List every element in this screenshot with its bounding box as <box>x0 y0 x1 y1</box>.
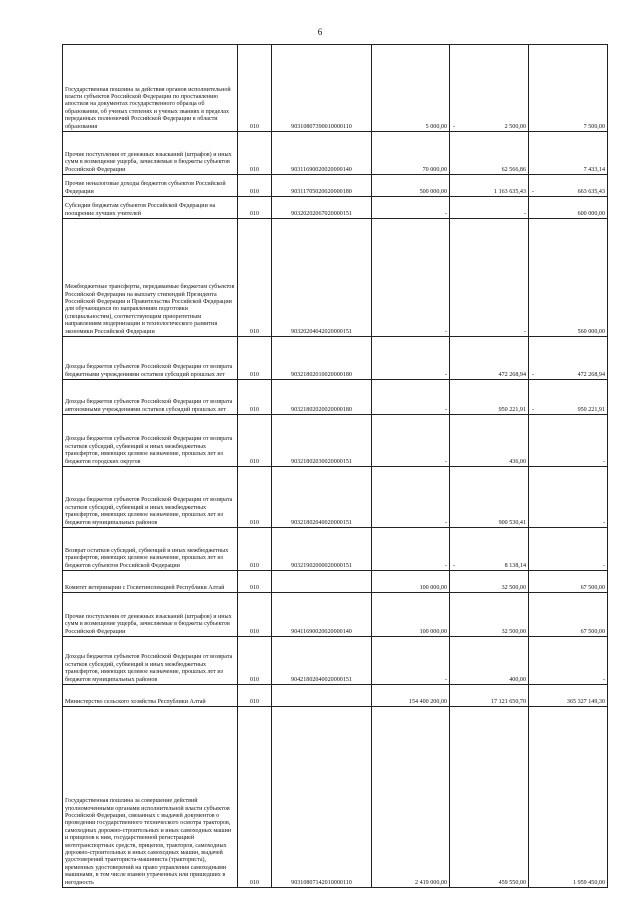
amount-value: 436,00 <box>509 458 526 465</box>
budget-code-cell: 90321802040020000151 <box>272 467 372 528</box>
revenue-name-cell: Субсидии бюджетам субъектов Российской Федерации на поощрение лучших учителей <box>63 197 238 219</box>
executed-cell <box>450 593 529 637</box>
remaining-cell <box>529 380 608 415</box>
approved-cell <box>372 219 450 337</box>
amount-value: 67 500,00 <box>580 584 605 591</box>
executed-cell <box>450 380 529 415</box>
approved-cell <box>372 528 450 571</box>
table-row <box>63 637 608 685</box>
remaining-cell <box>529 467 608 528</box>
amount-value: 950 221,91 <box>577 406 605 413</box>
revenue-name-cell: Межбюджетные трансферты, передаваемые бюджетам субъектов Российской Федерации на выплату стипендий Президента Российской Федерации и Правительства Российской Федерации для обучающихся по направлениям подготовки (специальностям), соответствующим приоритетным направлениям модернизации и технологического развития экономики Российской Федерации <box>63 219 238 337</box>
table-row <box>63 707 608 888</box>
executed-cell <box>450 467 529 528</box>
line-code-cell: 010 <box>238 467 272 528</box>
revenue-name-cell: Доходы бюджетов субъектов Российской Федерации от возврата остатков субсидий, субвенций и иных межбюджетных трансфертов, имеющих целевое назначение, прошлых лет из бюджетов городских округов <box>63 415 238 467</box>
table-row <box>63 415 608 467</box>
table-row <box>63 528 608 571</box>
table-row <box>63 571 608 593</box>
executed-cell <box>450 528 529 571</box>
amount-value: 1 163 635,43 <box>494 188 526 195</box>
amount-value: 7 433,14 <box>583 166 605 173</box>
line-code-cell: 010 <box>238 707 272 888</box>
budget-code-cell: 90421802040020000151 <box>272 637 372 685</box>
amount-value: 67 500,00 <box>580 628 605 635</box>
executed-cell <box>450 45 529 132</box>
amount-value: 560 000,00 <box>577 328 605 335</box>
amount-value: - <box>444 519 447 526</box>
minus-sign: - <box>532 371 535 378</box>
table-row <box>63 685 608 707</box>
remaining-cell <box>529 593 608 637</box>
executed-cell <box>450 571 529 593</box>
amount-value: 950 221,91 <box>498 406 526 413</box>
executed-cell <box>450 415 529 467</box>
amount-value: - <box>523 328 526 335</box>
amount-value: 5 000,00 <box>425 123 447 130</box>
amount-value: - <box>444 371 447 378</box>
amount-value: 62 566,86 <box>501 166 526 173</box>
table-row <box>63 380 608 415</box>
revenue-name-cell: Доходы бюджетов субъектов Российской Федерации от возврата остатков субсидий, субвенций и иных межбюджетных трансфертов, имеющих целевое назначение, прошлых лет из бюджетов муниципальных районов <box>63 637 238 685</box>
revenue-name-cell: Прочие поступления от денежных взысканий (штрафов) и иных сумм в возмещение ущерба, зачисляемые в бюджеты субъектов Российской Федерации <box>63 132 238 175</box>
approved-cell <box>372 571 450 593</box>
line-code-cell: 010 <box>238 219 272 337</box>
amount-value: 472 268,94 <box>498 371 526 378</box>
remaining-cell <box>529 637 608 685</box>
line-code-cell: 010 <box>238 415 272 467</box>
amount-value: 600 000,00 <box>577 210 605 217</box>
revenue-name-cell: Прочие неналоговые доходы бюджетов субъектов Российской Федерации <box>63 175 238 197</box>
budget-code-cell <box>272 685 372 707</box>
budget-code-cell: 90411690020020000140 <box>272 593 372 637</box>
remaining-cell <box>529 415 608 467</box>
amount-value: - <box>444 562 447 569</box>
line-code-cell: 010 <box>238 571 272 593</box>
revenue-name-cell: Комитет ветеринарии с Госветинспекцией Республики Алтай <box>63 571 238 593</box>
table-row <box>63 197 608 219</box>
revenue-table <box>62 44 608 888</box>
amount-value: 663 635,43 <box>577 188 605 195</box>
revenue-name-cell: Доходы бюджетов субъектов Российской Федерации от возврата остатков субсидий, субвенций и иных межбюджетных трансфертов, имеющих целевое назначение, прошлых лет из бюджетов муниципальных районов <box>63 467 238 528</box>
budget-code-cell: 90321802010020000180 <box>272 337 372 380</box>
remaining-cell <box>529 175 608 197</box>
amount-value: 900 530,41 <box>498 519 526 526</box>
approved-cell <box>372 197 450 219</box>
amount-value: 365 327 149,30 <box>566 698 605 705</box>
budget-code-cell: 90321902000020000151 <box>272 528 372 571</box>
amount-value: 500 000,00 <box>419 188 447 195</box>
remaining-cell <box>529 197 608 219</box>
amount-value: 459 550,00 <box>498 879 526 886</box>
amount-value: 70 000,00 <box>422 166 447 173</box>
amount-value: 32 500,00 <box>501 628 526 635</box>
table-row <box>63 467 608 528</box>
line-code-cell: 010 <box>238 132 272 175</box>
approved-cell <box>372 637 450 685</box>
amount-value: - <box>602 676 605 683</box>
amount-value: 7 500,00 <box>583 123 605 130</box>
approved-cell <box>372 175 450 197</box>
table-row <box>63 593 608 637</box>
executed-cell <box>450 175 529 197</box>
revenue-name-cell: Возврат остатков субсидий, субвенций и иных межбюджетных трансфертов, имеющих целевое назначение, прошлых лет из бюджетов субъектов Российской Федерации <box>63 528 238 571</box>
page-number: 6 <box>317 27 323 37</box>
remaining-cell <box>529 219 608 337</box>
executed-cell <box>450 219 529 337</box>
table-row <box>63 45 608 132</box>
executed-cell <box>450 197 529 219</box>
amount-value: 154 400 200,00 <box>408 698 447 705</box>
budget-code-cell: 90311705020020000180 <box>272 175 372 197</box>
minus-sign: - <box>532 188 535 195</box>
approved-cell <box>372 685 450 707</box>
amount-value: - <box>602 458 605 465</box>
remaining-cell <box>529 337 608 380</box>
revenue-name-cell: Министерство сельского хозяйства Республики Алтай <box>63 685 238 707</box>
amount-value: 2 419 000,00 <box>415 879 447 886</box>
remaining-cell <box>529 685 608 707</box>
approved-cell <box>372 45 450 132</box>
table-row <box>63 132 608 175</box>
minus-sign: - <box>453 562 456 569</box>
amount-value: 472 268,94 <box>577 371 605 378</box>
amount-value: - <box>602 519 605 526</box>
table-row <box>63 175 608 197</box>
revenue-name-cell: Государственная пошлина за действия органов исполнительной власти субъектов Российской Федерации по проставлению апостиля на документах государственного образца об образовании, об ученых степенях и ученых званиях в пределах переданных полномочий Российской Федерации в области образования <box>63 45 238 132</box>
line-code-cell: 010 <box>238 637 272 685</box>
budget-code-cell: 90311690020020000140 <box>272 132 372 175</box>
remaining-cell <box>529 707 608 888</box>
executed-cell <box>450 707 529 888</box>
line-code-cell: 010 <box>238 528 272 571</box>
budget-code-cell: 90321802030020000151 <box>272 415 372 467</box>
budget-code-cell <box>272 571 372 593</box>
revenue-name-cell: Доходы бюджетов субъектов Российской Федерации от возврата автономными учреждениями остатков субсидий прошлых лет <box>63 380 238 415</box>
remaining-cell <box>529 571 608 593</box>
revenue-name-cell: Прочие поступления от денежных взысканий (штрафов) и иных сумм в возмещение ущерба, зачисляемые в бюджеты субъектов Российской Федерации <box>63 593 238 637</box>
remaining-cell <box>529 132 608 175</box>
line-code-cell: 010 <box>238 685 272 707</box>
budget-code-cell: 90321802020020000180 <box>272 380 372 415</box>
amount-value: - <box>523 210 526 217</box>
line-code-cell: 010 <box>238 175 272 197</box>
amount-value: - <box>444 406 447 413</box>
amount-value: 8 138,14 <box>504 562 526 569</box>
approved-cell <box>372 132 450 175</box>
approved-cell <box>372 337 450 380</box>
table-row <box>63 337 608 380</box>
approved-cell <box>372 593 450 637</box>
amount-value: - <box>444 210 447 217</box>
budget-code-cell: 90310807142010000110 <box>272 707 372 888</box>
executed-cell <box>450 637 529 685</box>
amount-value: 17 121 650,70 <box>490 698 526 705</box>
amount-value: - <box>602 562 605 569</box>
remaining-cell <box>529 45 608 132</box>
amount-value: 2 500,00 <box>504 123 526 130</box>
approved-cell <box>372 467 450 528</box>
amount-value: 100 000,00 <box>419 584 447 591</box>
approved-cell <box>372 415 450 467</box>
revenue-name-cell: Государственная пошлина за совершение действий уполномоченными органами исполнительной власти субъектов Российской Федерации, связанных с выдачей документов о проведении государственного технического осмотра тракторов, самоходных дорожно-строительных и иных самоходных машин и прицепов к ним, государственной регистрацией мототранспортных средств, прицепов, тракторов, самоходных дорожно-строительных и иных самоходных машин, выдачей удостоверений тракториста-машиниста (тракториста), временных удостоверений на право управления самоходными машинами, в том числе взамен утраченных или пришедших в негодность <box>63 707 238 888</box>
remaining-cell <box>529 528 608 571</box>
amount-value: 1 959 450,00 <box>573 879 605 886</box>
line-code-cell: 010 <box>238 197 272 219</box>
table-row <box>63 219 608 337</box>
executed-cell <box>450 337 529 380</box>
amount-value: - <box>444 676 447 683</box>
line-code-cell: 010 <box>238 45 272 132</box>
budget-code-cell: 90310807390010000110 <box>272 45 372 132</box>
line-code-cell: 010 <box>238 593 272 637</box>
revenue-name-cell: Доходы бюджетов субъектов Российской Федерации от возврата бюджетными учреждениями остатков субсидий прошлых лет <box>63 337 238 380</box>
amount-value: 100 000,00 <box>419 628 447 635</box>
executed-cell <box>450 685 529 707</box>
budget-code-cell: 90320202067020000151 <box>272 197 372 219</box>
executed-cell <box>450 132 529 175</box>
line-code-cell: 010 <box>238 380 272 415</box>
line-code-cell: 010 <box>238 337 272 380</box>
minus-sign: - <box>453 123 456 130</box>
amount-value: - <box>444 328 447 335</box>
minus-sign: - <box>532 406 535 413</box>
amount-value: - <box>444 458 447 465</box>
approved-cell <box>372 707 450 888</box>
amount-value: 32 500,00 <box>501 584 526 591</box>
amount-value: 400,00 <box>509 676 526 683</box>
budget-code-cell: 90320204042020000151 <box>272 219 372 337</box>
approved-cell <box>372 380 450 415</box>
